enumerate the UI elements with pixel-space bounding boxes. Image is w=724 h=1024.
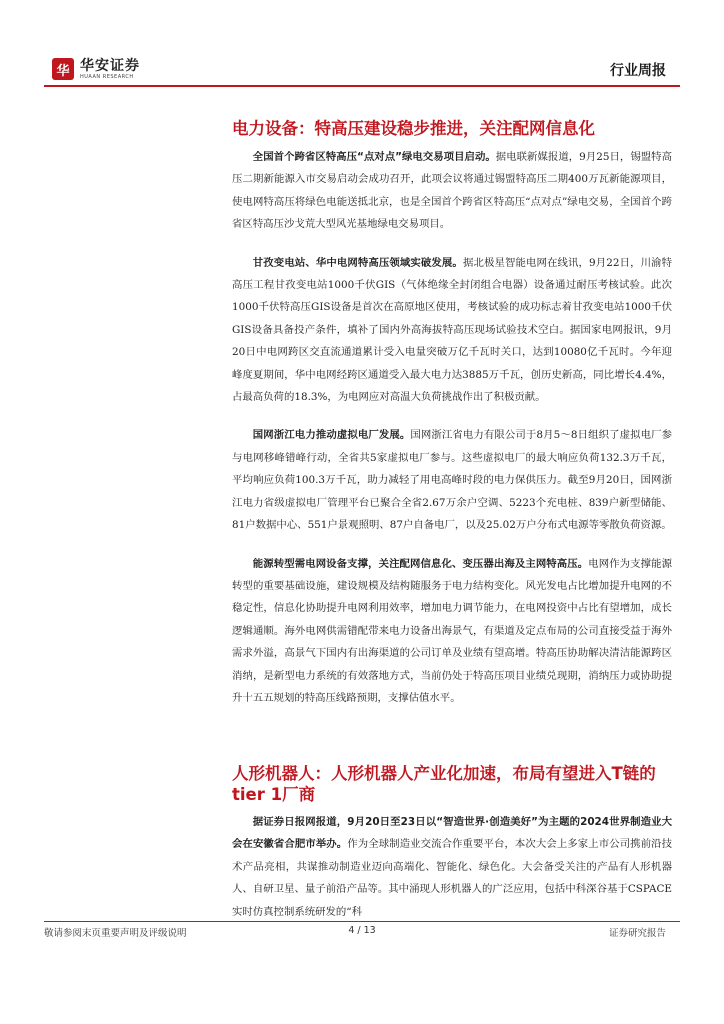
paragraph-body: 国网浙江省电力有限公司于8月5～8日组织了虚拟电厂参与电网移峰错峰行动，全省共5家虚拟电厂参与。这些虚拟电厂的最大响应负荷132.3万千瓦，平均响应负荷100.3万千瓦，助力减轻了用电高峰时段的电力保供压力。截至9月20日，国网浙江电力省级虚拟电厂管理平台已聚合全省2.67万余户空调、5223个充电桩、839户新型储能、81户数据中心、551户景观照明、87户自备电厂，以及25.02万户分布式电源等零散负荷资源。 (232, 429, 672, 532)
report-type: 行业周报 (610, 63, 666, 79)
logo-subtitle: HUAAN RESEARCH (80, 73, 134, 80)
paragraph-lead: 能源转型需电网设备支撑，关注配网信息化、变压器出海及主网特高压。 (252, 557, 589, 570)
section-title: 人形机器人：人形机器人产业化加速，布局有望进入T链的tier 1厂商 (232, 764, 656, 804)
paragraph (232, 424, 672, 536)
paragraph (232, 553, 672, 710)
paragraph-body: 据电联新媒报道，9月25日，锡盟特高压二期新能源入市交易启动会成功召开，此项会议将通过锡盟特高压二期400万瓦新能源项目，使电网特高压将绿色电能送抵北京，也是全国首个跨省区特高压“点对点”绿电交易，全国首个跨省区特高压沙戈荒大型风光基地绿电交易项目。 (232, 151, 672, 231)
company-logo (52, 58, 140, 80)
paragraph-lead: 甘孜变电站、华中电网特高压领域实破发展。 (252, 256, 463, 269)
logo-seal-icon: 华 (52, 58, 74, 80)
section-humanoid-robot (232, 763, 672, 923)
footer-divider (44, 921, 680, 922)
section-power-equipment (232, 118, 672, 709)
logo-name: 华安证券 (80, 57, 140, 74)
paragraph (232, 146, 672, 236)
paragraph-body: 电网作为支撑能源转型的重要基础设施，建设规模及结构随服务于电力结构变化。风光发电占比增加提升电网的不稳定性，信息化协助提升电网利用效率，增加电力调节能力，在电网投资中占比有望增加，成长逻辑通顺。海外电网供需错配带来电力设备出海景气，有渠道及定点布局的公司直接受益于海外需求外溢，高景气下国内有出海渠道的公司订单及业绩有望高增。特高压协助解决清洁能源跨区消纳，是新型电力系统的有效落地方式，当前仍处于特高压项目业绩兑现期，消纳压力或协助提升十五五规划的特高压线路预期，支撑估值水平。 (232, 557, 673, 704)
header-divider (44, 85, 680, 87)
page-number: 4 / 13 (348, 925, 376, 936)
paragraph-lead: 据证券日报网报道，9月20日至23日以“智造世界·创造美好”为主题的2024世界制造业大会在安徽省合肥市举办。 (232, 816, 672, 851)
paragraph-body: 作为全球制造业交流合作重要平台，本次大会上多家上市公司携前沿技术产品亮相，共谋推动制造业迈向高端化、智能化、绿色化。大会备受关注的产品有人形机器人、自研卫星、量子前沿产品等。其中涌现人形机器人的广泛应用，包括中科深谷基于CSPACE实时仿真控制系统研发的“科 (232, 838, 673, 918)
paragraph (232, 811, 672, 923)
page-header (0, 0, 724, 90)
paragraph-lead: 全国首个跨省区特高压“点对点”绿电交易项目启动。 (252, 151, 496, 163)
section-title: 电力设备：特高压建设稳步推进，关注配网信息化 (232, 119, 595, 138)
paragraph-lead: 国网浙江电力推动虚拟电厂发展。 (252, 429, 411, 442)
paragraph-body: 据北极星智能电网在线讯，9月22日，川渝特高压工程甘孜变电站1000千伏GIS（气体绝缘全封闭组合电器）设备通过耐压考核试验。此次1000千伏特高压GIS设备是首次在高原地区使用，考核试验的成功标志着甘孜变电站1000千伏GIS设备具备投产条件，填补了国内外高海拔特高压现场试验技术空白。据国家电网报讯，9月20日中电网跨区交直流通道累计受入电量突破万亿千瓦时关口，达到10080亿千瓦时。今年迎峰度夏期间，华中电网经跨区通道受入最大电力达3885万千瓦，创历史新高，同比增长4.4%，占最高负荷的18.3%，为电网应对高温大负荷挑战作出了积极贡献。 (232, 256, 672, 404)
paragraph (232, 252, 672, 409)
footer-disclaimer: 敬请参阅末页重要声明及评级说明 (44, 928, 187, 939)
footer-report-label: 证券研究报告 (608, 928, 666, 939)
